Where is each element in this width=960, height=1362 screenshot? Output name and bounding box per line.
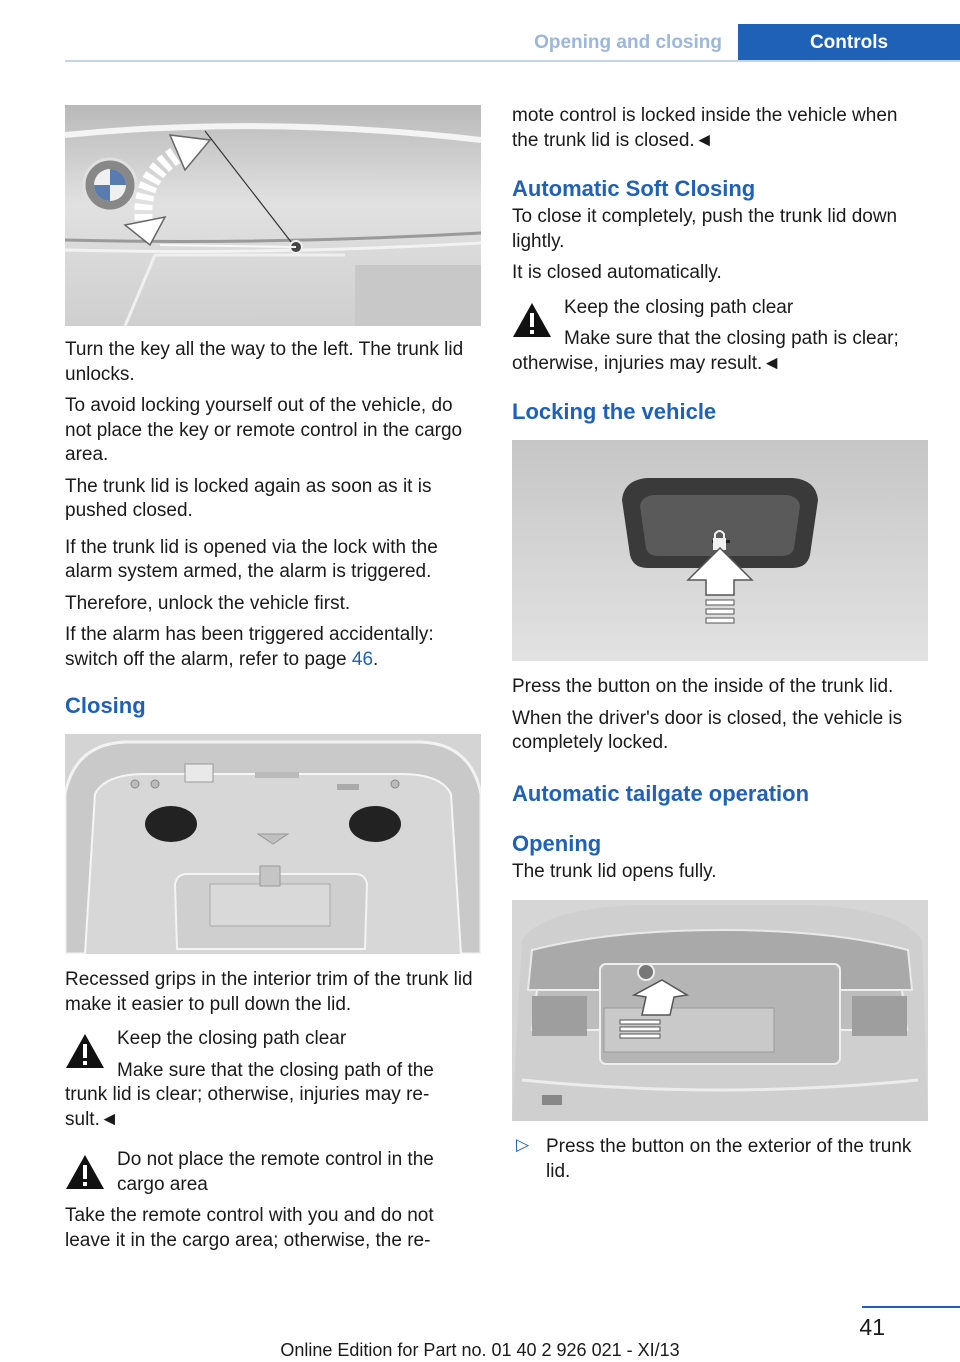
page-number: 41	[859, 1314, 885, 1340]
trunk-interior-figure	[65, 734, 481, 954]
warning-box	[65, 1027, 481, 1132]
bullet-triangle-icon: ▷	[516, 1135, 530, 1154]
trunk-exterior-figure	[512, 900, 928, 1121]
warning-title: Do not place the remote control in the cargo area	[117, 1149, 434, 1195]
warning-box	[512, 296, 928, 377]
heading-locking-the-vehicle: Locking the vehicle	[512, 399, 717, 424]
paragraph: Turn the key all the way to the left. The trunk lid unlocks.	[65, 339, 464, 385]
paragraph: Recessed grips in the interior trim of the trunk lid make it easier to pull down the lid.	[65, 969, 473, 1015]
paragraph: It is closed automatically.	[512, 262, 722, 283]
paragraph: Therefore, unlock the vehicle first.	[65, 592, 351, 614]
heading-closing: Closing	[65, 693, 146, 718]
section-tab[interactable]: Opening and closing	[534, 32, 722, 53]
warning-text: Make sure that the closing path is clear; otherwise, injuries may result.◄	[512, 328, 899, 374]
warning-icon	[512, 302, 552, 338]
left-column	[65, 105, 481, 1253]
trunk-lock-figure	[65, 105, 481, 326]
warning-icon	[65, 1033, 105, 1069]
lock-button-figure	[512, 440, 928, 661]
warning-title: Keep the closing path clear	[564, 296, 794, 318]
page-link[interactable]: 46	[351, 648, 374, 670]
heading-automatic-soft-closing: Automatic Soft Closing	[512, 176, 756, 201]
warning-box	[65, 1148, 481, 1253]
right-column	[512, 104, 928, 1184]
warning-text: Take the remote control with you and do not leave it in the cargo area; otherwise, the re‐	[65, 1205, 434, 1251]
footer-rule	[862, 1306, 960, 1308]
paragraph: To close it completely, push the trunk lid down lightly.	[512, 206, 898, 252]
paragraph: The trunk lid opens fully.	[512, 860, 717, 882]
warning-icon	[65, 1154, 105, 1190]
paragraph: Press the button on the inside of the trunk lid.	[512, 676, 894, 697]
paragraph: When the driver's door is closed, the vehicle is completely locked.	[512, 707, 903, 753]
heading-opening: Opening	[512, 830, 602, 856]
header-rule	[65, 60, 960, 62]
paragraph: To avoid locking yourself out of the vehicle, do not place the key or remote control in the cargo area.	[65, 395, 463, 465]
warning-title: Keep the closing path clear	[117, 1028, 347, 1049]
warning-text: Make sure that the closing path of the trunk lid is clear; otherwise, injuries may re‐ sult.◄	[65, 1059, 434, 1130]
bullet-text: Press the button on the exterior of the trunk lid.	[546, 1136, 912, 1182]
paragraph: If the trunk lid is opened via the lock with the alarm system armed, the alarm is triggered.	[65, 536, 438, 582]
paragraph: The trunk lid is locked again as soon as it is pushed closed.	[65, 475, 432, 521]
bullet-item	[512, 1135, 928, 1184]
heading-automatic-tailgate-operation: Automatic tailgate operation	[512, 780, 810, 806]
chapter-tab[interactable]: Controls	[738, 24, 960, 61]
edition-footer: Online Edition for Part no. 01 40 2 926 021 - XI/13	[280, 1340, 680, 1360]
paragraph: If the alarm has been triggered accidentally: switch off the alarm, refer to page 46.	[65, 624, 434, 670]
paragraph: mote control is locked inside the vehicle when the trunk lid is closed.◄	[512, 105, 898, 151]
